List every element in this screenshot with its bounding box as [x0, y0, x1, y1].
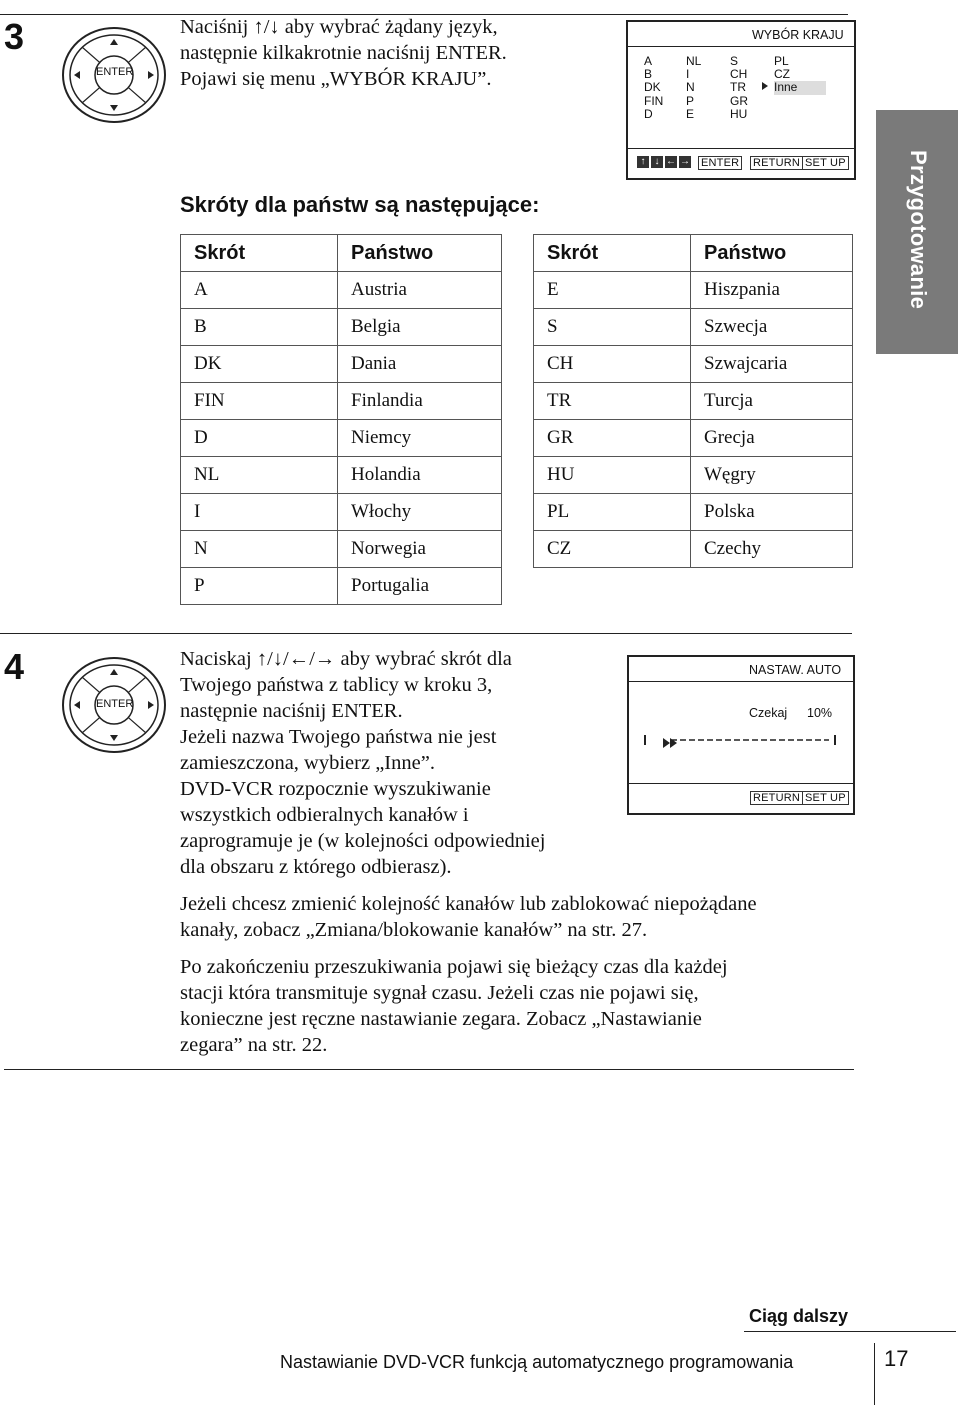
- table-row: N Norwegia: [181, 531, 502, 568]
- progress-percent: 10%: [807, 706, 833, 720]
- column-header: Skrót: [534, 235, 691, 272]
- codes-heading: Skróty dla państw są następujące:: [180, 192, 540, 217]
- arrow-right-icon: →: [680, 156, 690, 167]
- table-row: TR Turcja: [534, 383, 853, 420]
- step-divider: [0, 633, 852, 634]
- table-row: DK Dania: [181, 346, 502, 383]
- arrow-left-icon: ←: [666, 156, 676, 167]
- step-number: 4: [4, 646, 25, 687]
- country-code-column: NL I N P E: [686, 54, 702, 121]
- table-row: S Szwecja: [534, 309, 853, 346]
- column-header: Skrót: [181, 235, 338, 272]
- arrow-up-icon: ↑: [637, 156, 649, 168]
- table-row: HU Węgry: [534, 457, 853, 494]
- instruction-line: Jeżeli nazwa Twojego państwa nie jest: [180, 726, 497, 748]
- screen-title: WYBÓR KRAJU: [752, 28, 844, 42]
- table-row: FIN Finlandia: [181, 383, 502, 420]
- note-paragraph: Jeżeli chcesz zmienić kolejność kanałów lub zablokować niepożądane kanały, zobacz „Zmiana/blokowanie kanałów” na str. 27.: [180, 893, 757, 941]
- instruction-line: Pojawi się menu „WYBÓR KRAJU”.: [180, 68, 492, 90]
- country-select-screen: [626, 20, 856, 180]
- selected-option-inne[interactable]: Inne: [774, 81, 826, 94]
- enter-button[interactable]: ENTER: [698, 156, 742, 170]
- table-row: GR Grecja: [534, 420, 853, 457]
- screen-title: NASTAW. AUTO: [749, 663, 842, 677]
- table-row: CH Szwajcaria: [534, 346, 853, 383]
- side-tab-label: Przygotowanie: [906, 150, 931, 310]
- instruction-line: dla obszaru z którego odbierasz).: [180, 856, 452, 878]
- instruction-line: Naciśnij ↑/↓ aby wybrać żądany język,: [180, 16, 498, 38]
- table-row: B Belgia: [181, 309, 502, 346]
- table-row: CZ Czechy: [534, 531, 853, 568]
- country-codes-table-right: [533, 234, 853, 568]
- table-row: PL Polska: [534, 494, 853, 531]
- country-code-column: PL CZ Inne: [774, 55, 826, 95]
- column-header: Państwo: [338, 235, 502, 272]
- country-code-column: A B DK FIN D: [644, 54, 664, 121]
- return-button[interactable]: RETURN: [750, 156, 803, 170]
- enter-key-label: ENTER: [96, 66, 134, 78]
- continued-rule: [744, 1331, 956, 1332]
- step3-instructions: [180, 14, 507, 92]
- table-row: NL Holandia: [181, 457, 502, 494]
- table-row: A Austria: [181, 272, 502, 309]
- instruction-line: wszystkich odbieralnych kanałów i: [180, 804, 469, 826]
- country-code-column: S CH TR GR HU: [730, 54, 748, 121]
- arrow-down-icon: ↓: [651, 156, 663, 168]
- table-row: D Niemcy: [181, 420, 502, 457]
- table-header-row: [534, 235, 853, 272]
- instruction-line: zamieszczona, wybierz „Inne”.: [180, 752, 435, 774]
- step4-instructions: [180, 646, 545, 880]
- section-side-tab: [876, 110, 958, 354]
- instruction-line: Naciskaj ↑/↓/←/→ aby wybrać skrót dla: [180, 648, 512, 670]
- note-paragraph: Po zakończeniu przeszukiwania pojawi się bieżący czas dla każdej stacji która transmituje sygnał czasu. Jeżeli czas nie pojawi się, konieczne jest ręczne nastawianie zegara. Zobacz „Nastawianie zegara” na str. 22.: [180, 956, 728, 1056]
- return-button[interactable]: RETURN: [750, 791, 803, 805]
- instruction-line: zaprogramuje je (w kolejności odpowiedniej: [180, 830, 546, 852]
- table-header-row: [181, 235, 502, 272]
- section-end-rule: [4, 1069, 854, 1070]
- table-row: P Portugalia: [181, 568, 502, 605]
- table-row: E Hiszpania: [534, 272, 853, 309]
- instruction-line: następnie naciśnij ENTER.: [180, 700, 403, 722]
- setup-button[interactable]: SET UP: [802, 156, 849, 170]
- enter-key-label: ENTER: [96, 698, 134, 710]
- status-text: Czekaj: [749, 706, 788, 720]
- footer-section-title: Nastawianie DVD-VCR funkcją automatycznego programowania: [280, 1352, 794, 1372]
- table-row: I Włochy: [181, 494, 502, 531]
- selection-cursor-icon: [762, 82, 768, 90]
- footer-divider: [874, 1343, 875, 1405]
- progress-marker-icon: [663, 735, 679, 745]
- setup-button[interactable]: SET UP: [802, 791, 849, 805]
- instruction-line: następnie kilkakrotnie naciśnij ENTER.: [180, 42, 507, 64]
- column-header: Państwo: [691, 235, 853, 272]
- continued-label: Ciąg dalszy: [749, 1306, 849, 1326]
- country-codes-table-left: [180, 234, 502, 605]
- instruction-line: Twojego państwa z tablicy w kroku 3,: [180, 674, 493, 696]
- page-number: 17: [884, 1346, 909, 1371]
- instruction-line: DVD-VCR rozpocznie wyszukiwanie: [180, 778, 491, 800]
- auto-tune-screen: [627, 655, 855, 815]
- step-number: 3: [4, 16, 25, 57]
